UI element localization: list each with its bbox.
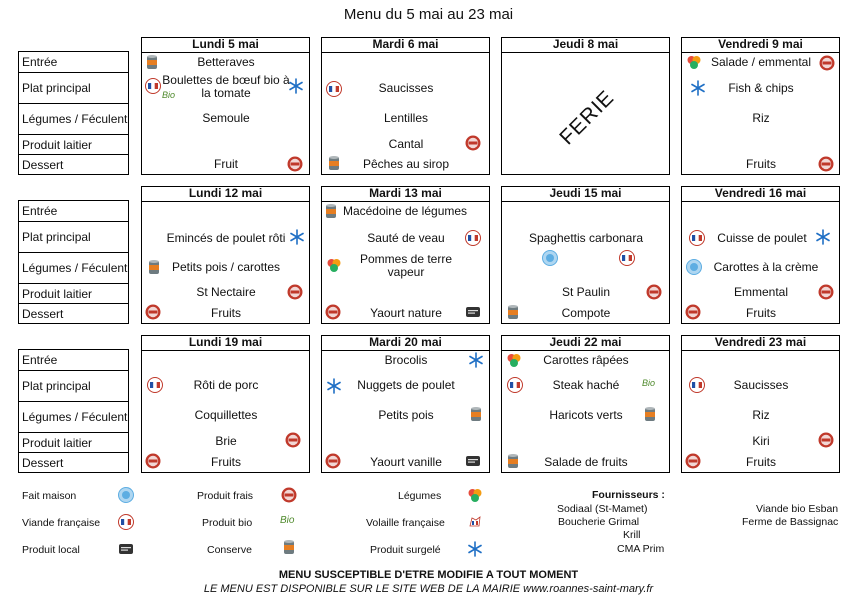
day-jeudi-22	[501, 335, 670, 473]
day-mardi-13	[321, 186, 490, 324]
snowflake-icon	[326, 378, 342, 394]
day-header: Mardi 6 mai	[322, 38, 489, 53]
produit-local-icon	[465, 453, 481, 469]
day-lundi-12	[141, 186, 310, 324]
bio-icon: Bio	[162, 90, 176, 100]
conserve-icon	[642, 406, 658, 422]
viande-francaise-icon	[465, 230, 481, 246]
laitier: Emmental	[733, 285, 789, 299]
legend-produit-local: Produit local	[22, 544, 80, 556]
day-lundi-5	[141, 37, 310, 175]
legumes: Petits pois / carottes	[171, 260, 281, 274]
produit-frais-icon	[325, 453, 341, 469]
legumes: Semoule	[202, 111, 250, 125]
fait-maison-icon	[686, 259, 702, 275]
day-header: Vendredi 23 mai	[682, 336, 839, 351]
supplier-item: Krill	[623, 529, 641, 541]
categories-week-3	[18, 349, 129, 473]
cat-laitier: Produit laitier	[19, 284, 128, 304]
dessert: Pêches au sirop	[362, 157, 450, 171]
plat: Spaghettis carbonara	[528, 231, 644, 245]
legend-produit-frais: Produit frais	[197, 490, 254, 502]
plat: Rôti de porc	[193, 378, 259, 392]
suppliers-heading: Fournisseurs :	[592, 489, 665, 501]
legend-legumes: Légumes	[398, 490, 442, 502]
plat: Cuisse de poulet	[717, 231, 807, 245]
supplier-item: Viande bio Esban	[756, 503, 839, 515]
plat: Boulettes de bœuf bio à la tomate	[162, 73, 290, 100]
laitier: Cantal	[388, 137, 424, 151]
legend-viande-francaise: Viande française	[22, 517, 101, 529]
conserve-icon	[281, 539, 297, 555]
day-header: Jeudi 22 mai	[502, 336, 669, 351]
dessert: Yaourt vanille	[370, 455, 442, 469]
ferie-label: FERIE	[555, 85, 619, 150]
cat-dessert: Dessert	[22, 455, 64, 470]
produit-frais-icon	[281, 487, 297, 503]
laitier: Kiri	[752, 434, 770, 448]
produit-frais-icon	[325, 304, 341, 320]
entree: Macédoine de légumes	[342, 204, 468, 218]
produit-frais-icon	[818, 432, 834, 448]
viande-francaise-icon	[507, 377, 523, 393]
dessert: Fruits	[211, 306, 241, 320]
dessert: Yaourt nature	[370, 306, 442, 320]
dessert: Fruits	[746, 157, 776, 171]
snowflake-icon	[468, 352, 484, 368]
produit-frais-icon	[818, 156, 834, 172]
produit-frais-icon	[145, 304, 161, 320]
day-jeudi-15	[501, 186, 670, 324]
laitier: Brie	[215, 434, 237, 448]
plat: Emincés de poulet rôti	[166, 231, 286, 245]
legumes-icon	[686, 54, 702, 70]
day-header: Mardi 20 mai	[322, 336, 489, 351]
cat-plat: Plat principal	[19, 222, 128, 253]
plat: Fish & chips	[728, 81, 794, 95]
legumes: Haricots verts	[549, 408, 623, 422]
legend-fait-maison: Fait maison	[22, 490, 77, 502]
dessert: Fruit	[214, 157, 238, 171]
legend-produit-surgele: Produit surgelé	[370, 544, 441, 556]
day-header: Lundi 12 mai	[142, 187, 309, 202]
day-vendredi-16	[681, 186, 840, 324]
dessert: Fruits	[211, 455, 241, 469]
cat-laitier: Produit laitier	[19, 433, 128, 453]
produit-frais-icon	[819, 55, 835, 71]
cat-plat: Plat principal	[19, 73, 128, 104]
day-header: Jeudi 8 mai	[502, 38, 669, 53]
plat: Sauté de veau	[367, 231, 445, 245]
cat-plat: Plat principal	[19, 371, 128, 402]
snowflake-icon	[815, 229, 831, 245]
produit-local-icon	[465, 304, 481, 320]
footer-notice: MENU SUSCEPTIBLE D'ETRE MODIFIE A TOUT MOMENT	[278, 569, 579, 581]
cat-legumes: Légumes / Féculent	[19, 253, 128, 284]
produit-frais-icon	[685, 304, 701, 320]
day-header: Vendredi 9 mai	[682, 38, 839, 53]
plat: Steak haché	[552, 378, 620, 392]
legumes: Lentilles	[383, 111, 429, 125]
entree: Betteraves	[197, 55, 255, 69]
legumes-icon	[467, 487, 483, 503]
produit-frais-icon	[685, 453, 701, 469]
supplier-item: Sodiaal (St-Mamet)	[557, 503, 648, 515]
conserve-icon	[323, 203, 339, 219]
day-header: Vendredi 16 mai	[682, 187, 839, 202]
categories-week-2	[18, 200, 129, 324]
plat: Nuggets de poulet	[357, 378, 455, 392]
dessert: Compote	[561, 306, 611, 320]
viande-francaise-icon	[118, 514, 134, 530]
entree: Carottes râpées	[543, 353, 629, 367]
produit-local-icon	[118, 541, 134, 557]
legend-volaille-francaise: Volaille française	[366, 517, 445, 529]
produit-frais-icon	[285, 432, 301, 448]
page-title: Menu du 5 mai au 23 mai	[343, 6, 514, 23]
supplier-item: CMA Prim	[617, 543, 665, 555]
plat: Saucisses	[733, 378, 789, 392]
legumes: Pommes de terre vapeur	[359, 252, 453, 279]
fait-maison-icon	[542, 250, 558, 266]
day-header: Jeudi 15 mai	[502, 187, 669, 202]
conserve-icon	[505, 304, 521, 320]
legumes: Riz	[752, 408, 770, 422]
produit-frais-icon	[646, 284, 662, 300]
produit-frais-icon	[818, 284, 834, 300]
cat-entree: Entrée	[19, 201, 128, 222]
cat-legumes: Légumes / Féculent	[19, 104, 128, 135]
dessert: Salade de fruits	[544, 455, 628, 469]
cat-dessert: Dessert	[22, 306, 64, 321]
legumes: Petits pois	[378, 408, 434, 422]
entree: Salade / emmental	[710, 55, 812, 69]
cat-entree: Entrée	[19, 350, 128, 371]
bio-icon: Bio	[642, 378, 656, 388]
conserve-icon	[146, 259, 162, 275]
cat-dessert: Dessert	[22, 157, 64, 172]
supplier-item: Ferme de Bassignac	[742, 516, 839, 528]
produit-frais-icon	[145, 453, 161, 469]
day-jeudi-8	[501, 37, 670, 175]
conserve-icon	[505, 453, 521, 469]
bio-icon: Bio	[280, 515, 295, 526]
day-header: Mardi 13 mai	[322, 187, 489, 202]
day-header: Lundi 5 mai	[142, 38, 309, 53]
day-mardi-6	[321, 37, 490, 175]
volaille-francaise-icon	[467, 514, 483, 530]
snowflake-icon	[289, 229, 305, 245]
fait-maison-icon	[118, 487, 134, 503]
legumes: Coquillettes	[194, 408, 258, 422]
supplier-item: Boucherie Grimal	[558, 516, 640, 528]
snowflake-icon	[467, 541, 483, 557]
produit-frais-icon	[465, 135, 481, 151]
legend-conserve: Conserve	[207, 544, 252, 556]
conserve-icon	[144, 54, 160, 70]
plat: Saucisses	[378, 81, 434, 95]
cat-entree: Entrée	[19, 52, 128, 73]
conserve-icon	[468, 406, 484, 422]
legumes-icon	[326, 257, 342, 273]
laitier: St Paulin	[561, 285, 611, 299]
dessert: Fruits	[746, 306, 776, 320]
conserve-icon	[326, 155, 342, 171]
snowflake-icon	[288, 78, 304, 94]
laitier: St Nectaire	[196, 285, 256, 299]
viande-francaise-icon	[689, 230, 705, 246]
cat-legumes: Légumes / Féculent	[19, 402, 128, 433]
produit-frais-icon	[287, 156, 303, 172]
footer-website: LE MENU EST DISPONIBLE SUR LE SITE WEB DE LA MAIRIE www.roannes-saint-mary.fr	[203, 583, 654, 595]
day-vendredi-23	[681, 335, 840, 473]
categories-week-1	[18, 51, 129, 175]
legumes: Riz	[752, 111, 770, 125]
day-header: Lundi 19 mai	[142, 336, 309, 351]
day-mardi-20	[321, 335, 490, 473]
produit-frais-icon	[287, 284, 303, 300]
entree: Brocolis	[384, 353, 428, 367]
cat-laitier: Produit laitier	[19, 135, 128, 155]
day-lundi-19	[141, 335, 310, 473]
legend-produit-bio: Produit bio	[202, 517, 253, 529]
legumes-icon	[506, 352, 522, 368]
dessert: Fruits	[746, 455, 776, 469]
viande-francaise-icon	[619, 250, 635, 266]
viande-francaise-icon	[145, 78, 161, 94]
day-vendredi-9	[681, 37, 840, 175]
legumes: Carottes à la crème	[713, 260, 819, 274]
